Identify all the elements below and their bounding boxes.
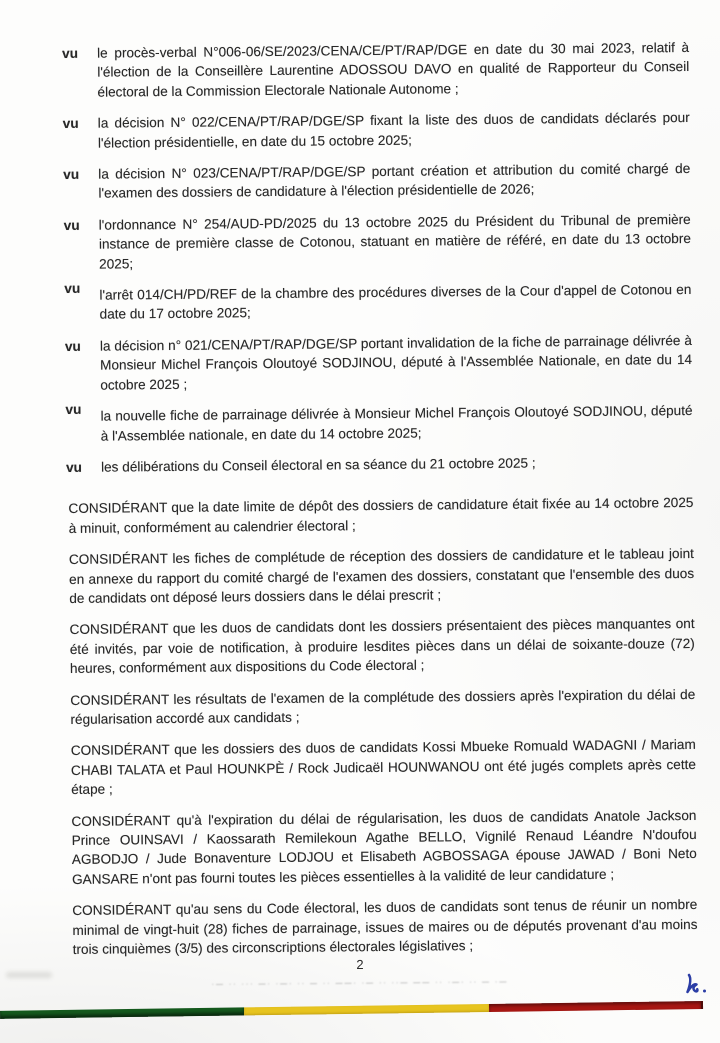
page-number: 2 (356, 956, 364, 973)
vu-label: vu (64, 338, 81, 354)
considerant-paragraph: CONSIDÉRANT les fiches de complétude de réception des dossiers de candidature et le tableau joint en annexe du rapport du comité chargé de l'examen des dossiers, constatant que l'ensemble des duos de candidats ont déposé leurs dossiers dans le délai prescrit ; (68, 546, 695, 606)
vu-clause (63, 159, 690, 204)
vu-clause-text: l'arrêt 014/CH/PD/REF de la chambre des procédures diverses de la Cour d'appel de Cotonou en date du 17 octobre 2025; (99, 282, 692, 323)
considerant-paragraph: CONSIDÉRANT qu'à l'expiration du délai de régularisation, les duos de candidats Anatole Jackson Prince OUINSAVI / Kaossarath Remilekoun Agathe BELLO, Vignilé Renaud Léandre N'doufou AGBODJO / Jude Bonaventure LODJOU et Elisabeth AGBOSSAGA épouse JAWAD / Boni Neto GANSARE n'ont pas fourni toutes les pièces essentielles à la validité de leur candidature ; (71, 807, 697, 887)
vu-clause-text: la décision n° 021/CENA/PT/RAP/DGE/SP portant invalidation de la fiche de parrainage délivrée à Monsieur Michel François Oloutoyé SODJINOU, député à l'Assemblée Nationale, en date du 14 octobre 2025 ; (99, 332, 693, 393)
flag-green-segment (0, 1007, 244, 1018)
benin-flag-stripe (0, 1001, 703, 1019)
vu-label: vu (63, 166, 80, 183)
vu-clause-text: les délibérations du Conseil électoral en sa séance du 21 octobre 2025 ; (100, 455, 536, 475)
document-text-block (62, 38, 698, 971)
scan-smudge (6, 972, 52, 978)
considerant-paragraph: CONSIDÉRANT que les dossiers des duos de candidats Kossi Mbueke Romuald WADAGNI / Mariam CHABI TALATA et Paul HOUNKPÈ / Rock Judicaël HOUNWANOU ont été jugés complets après cette étape ; (70, 737, 697, 798)
vu-clause (62, 38, 690, 102)
vu-clause (65, 331, 693, 395)
vu-clause-text: la décision N° 022/CENA/PT/RAP/DGE/SP fixant la liste des duos de candidats déclarés pour l'élection présidentielle, en date du 15 octobre 2025; (97, 110, 690, 151)
vu-label: vu (65, 401, 82, 418)
vu-label: vu (62, 45, 79, 61)
vu-label: vu (62, 116, 79, 132)
vu-label: vu (65, 459, 83, 475)
vu-label: vu (64, 280, 81, 297)
considerant-paragraph: CONSIDÉRANT les résultats de l'examen de la complétude des dossiers après l'expiration du délai de régularisation accordé aux candidats ; (70, 686, 696, 727)
vu-clause (63, 108, 690, 153)
vu-clause-text: la nouvelle fiche de parrainage délivrée à Monsieur Michel François Oloutoyé SODJINOU, député à l'Assemblée nationale, en date du 14 octobre 2025; (100, 403, 693, 444)
considerant-paragraph: CONSIDÉRANT que les duos de candidats dont les dossiers présentaient des pièces manquantes ont été invités, par voie de notification, à produire lesdites pièces dans un délai de soixante-douze (72) heures, conformément aux dispositions du Code électoral ; (69, 616, 695, 677)
vu-clause-text: la décision N° 023/CENA/PT/RAP/DGE/SP portant création et attribution du comité chargé de l'examen des dossiers de candidature à l'élection présidentielle de 2026; (98, 161, 691, 202)
vu-clause-text: le procès-verbal N°006-06/SE/2023/CENA/CE/PT/RAP/DGE en date du 30 mai 2023, relatif à l'élection de la Conseillère Laurentine ADOSSOU DAVO en qualité de Rapporteur du Conseil électoral de la Commission Electorale Nationale Autonome ; (97, 39, 690, 100)
vu-clause (65, 401, 692, 446)
vu-clause-text: l'ordonnance N° 254/AUD-PD/2025 du 13 octobre 2025 du Président du Tribunal de première instance de première classe de Cotonou, statuant en matière de référé, en date du 13 octobre 2025; (98, 211, 691, 272)
vu-label: vu (63, 217, 80, 233)
footer-illegible-text: ·— ·· ··· —· ·—· ·· — ·· ——· ·— ·· ··— —— ·· ·—· ·· — ·— (211, 978, 509, 989)
flag-red-segment (489, 1001, 703, 1012)
flag-yellow-segment (244, 1004, 488, 1015)
vu-clause (64, 280, 691, 325)
considerant-paragraph: CONSIDÉRANT que la date limite de dépôt des dossiers de candidature était fixée au 14 octobre 2025 à minuit, conformément au calendrier électoral ; (68, 495, 694, 536)
handwritten-initial-paraph-icon (680, 972, 710, 1002)
vu-clause (66, 452, 693, 477)
considerant-paragraph: CONSIDÉRANT qu'au sens du Code électoral, les duos de candidats sont tenus de réunir un nombre minimal de vingt-huit (28) fiches de parrainage, issues de maires ou de députés provenant d'au moins trois cinquièmes (3/5) des circonscriptions électorales législatives ; (72, 897, 698, 957)
vu-clause (64, 210, 692, 274)
